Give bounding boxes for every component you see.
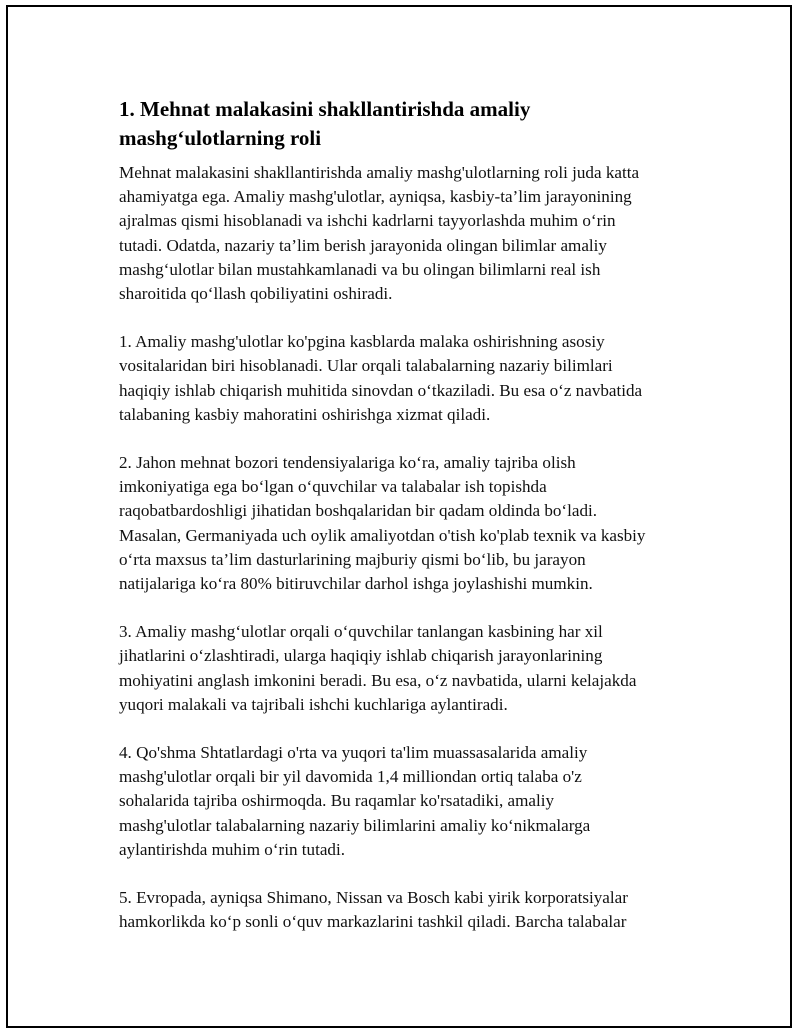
text-line: sharoitida qo‘llash qobiliyatini oshiradi. xyxy=(119,284,393,304)
text-line: mohiyatini anglash imkonini beradi. Bu esa, o‘z navbatida, ularni kelajakda xyxy=(119,670,637,690)
point-4-paragraph xyxy=(119,741,709,862)
text-line: jihatlarini o‘zlashtiradi, ularga haqiqiy ishlab chiqarish jarayonlarining xyxy=(119,646,603,666)
text-line: 4. Qo'shma Shtatlardagi o'rta va yuqori ta'lim muassasalarida amaliy xyxy=(119,743,588,763)
text-line: 2. Jahon mehnat bozori tendensiyalariga ko‘ra, amaliy tajriba olish xyxy=(119,453,576,473)
point-5-paragraph xyxy=(119,886,709,934)
title-line: 1. Mehnat malakasini shakllantirishda amaliy xyxy=(119,97,531,121)
text-line: Mehnat malakasini shakllantirishda amaliy mashg'ulotlarning roli juda katta xyxy=(119,163,640,182)
text-line: vositalaridan biri hisoblanadi. Ular orqali talabalarning nazariy bilimlari xyxy=(119,356,613,376)
point-3-paragraph xyxy=(119,620,709,717)
document-page xyxy=(6,5,792,1028)
text-line: 1. Amaliy mashg'ulotlar ko'pgina kasblarda malaka oshirishning asosiy xyxy=(119,332,605,352)
text-line: ahamiyatga ega. Amaliy mashg'ulotlar, ayniqsa, kasbiy-ta’lim jarayonining xyxy=(119,187,632,207)
text-line: Masalan, Germaniyada uch oylik amaliyotdan o'tish ko'plab texnik va kasbiy xyxy=(119,525,646,545)
intro-paragraph xyxy=(119,161,709,306)
section-title xyxy=(119,95,709,153)
text-line: tutadi. Odatda, nazariy ta’lim berish jarayonida olingan bilimlar amaliy xyxy=(119,235,607,255)
text-line: talabaning kasbiy mahoratini oshirishga xizmat qiladi. xyxy=(119,404,491,424)
text-line: imkoniyatiga ega bo‘lgan o‘quvchilar va talabalar ish topishda xyxy=(119,477,547,497)
text-line: 3. Amaliy mashg‘ulotlar orqali o‘quvchilar tanlangan kasbining har xil xyxy=(119,622,603,642)
point-1-paragraph xyxy=(119,330,709,427)
document-content xyxy=(119,95,709,958)
text-line: ajralmas qismi hisoblanadi va ishchi kadrlarni tayyorlashda muhim o‘rin xyxy=(119,211,616,231)
text-line: sohalarida tajriba oshirmoqda. Bu raqamlar ko'rsatadiki, amaliy xyxy=(119,791,555,811)
text-line: yuqori malakali va tajribali ishchi kuchlariga aylantiradi. xyxy=(119,694,508,714)
text-line: hamkorlikda ko‘p sonli o‘quv markazlarini tashkil qiladi. Barcha talabalar xyxy=(119,912,627,932)
title-line: mashg‘ulotlarning roli xyxy=(119,126,322,150)
text-line: mashg'ulotlar talabalarning nazariy bilimlarini amaliy ko‘nikmalarga xyxy=(119,815,591,835)
point-2-paragraph xyxy=(119,451,709,596)
text-line: mashg'ulotlar orqali bir yil davomida 1,4 milliondan ortiq talaba o'z xyxy=(119,767,582,787)
text-line: raqobatbardoshligi jihatidan boshqalaridan bir qadam oldinda bo‘ladi. xyxy=(119,501,598,521)
text-line: natijalariga ko‘ra 80% bitiruvchilar darhol ishga joylashishi mumkin. xyxy=(119,574,593,594)
text-line: 5. Evropada, ayniqsa Shimano, Nissan va Bosch kabi yirik korporatsiyalar xyxy=(119,888,628,908)
text-line: o‘rta maxsus ta’lim dasturlarining majburiy qismi bo‘lib, bu jarayon xyxy=(119,549,586,569)
text-line: haqiqiy ishlab chiqarish muhitida sinovdan o‘tkaziladi. Bu esa o‘z navbatida xyxy=(119,380,643,400)
text-line: mashg‘ulotlar bilan mustahkamlanadi va bu olingan bilimlarni real ish xyxy=(119,259,601,279)
text-line: aylantirishda muhim o‘rin tutadi. xyxy=(119,839,345,859)
